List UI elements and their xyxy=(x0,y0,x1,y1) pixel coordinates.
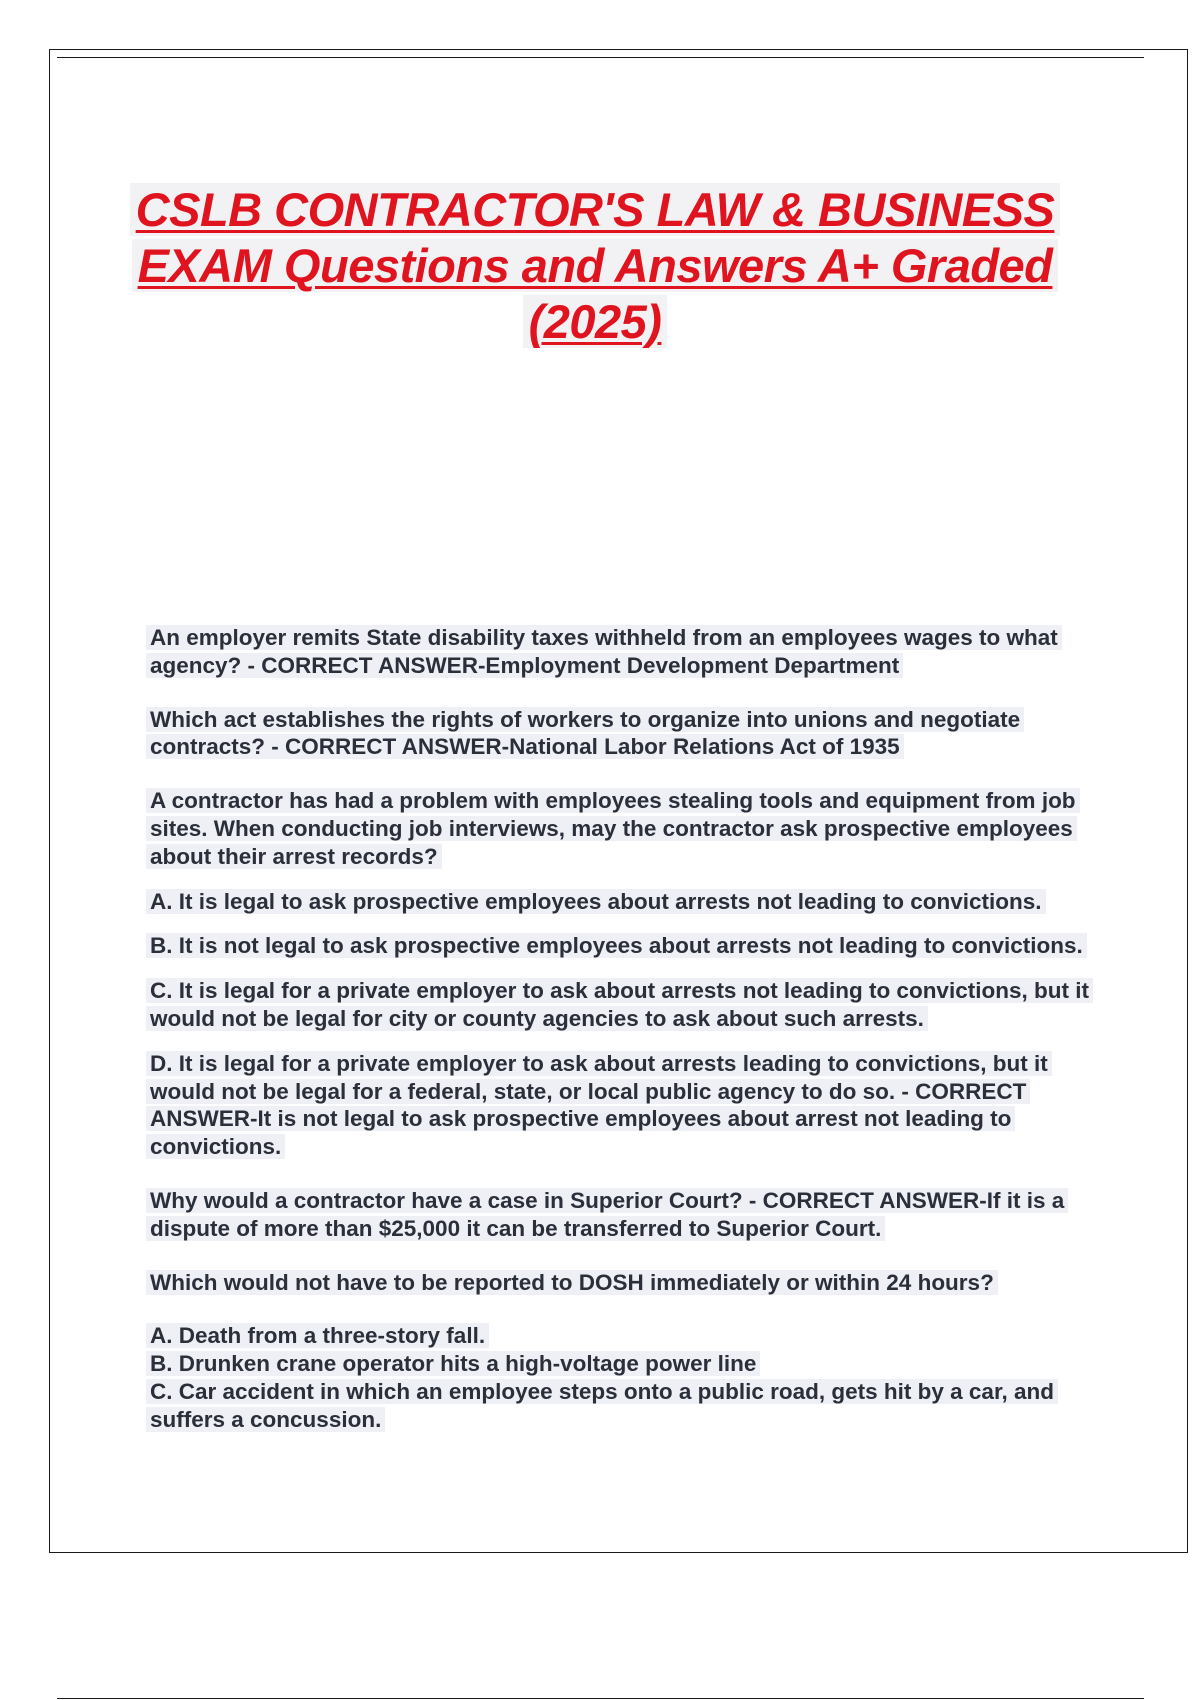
document-body xyxy=(146,624,1096,1434)
paragraph-q3-option-d: D. It is legal for a private employer to ask about arrests leading to convictions, but it would not be legal for a federal, state, or local public agency to do so. - CORRECT ANSWER-It is not legal to ask prospective employees about arrest not leading to convictions. xyxy=(146,1050,1096,1161)
paragraph-q5-option-c: C. Car accident in which an employee steps onto a public road, gets hit by a car, and suffers a concussion. xyxy=(146,1378,1096,1434)
document-title-text: CSLB CONTRACTOR'S LAW & BUSINESS EXAM Questions and Answers A+ Graded (2025) xyxy=(130,183,1061,348)
paragraph-q3-option-a: A. It is legal to ask prospective employees about arrests not leading to convictions. xyxy=(146,888,1096,916)
paragraph-q5-option-b: B. Drunken crane operator hits a high-voltage power line xyxy=(146,1350,1096,1378)
paragraph-q4: Why would a contractor have a case in Superior Court? - CORRECT ANSWER-If it is a dispute of more than $25,000 it can be transferred to Superior Court. xyxy=(146,1187,1096,1243)
paragraph-q5: Which would not have to be reported to DOSH immediately or within 24 hours? xyxy=(146,1269,1096,1297)
paragraph-q1: An employer remits State disability taxes withheld from an employees wages to what agency? - CORRECT ANSWER-Employment Development Department xyxy=(146,624,1096,680)
document-title xyxy=(120,182,1070,350)
top-rule xyxy=(57,57,1144,58)
paragraph-q2: Which act establishes the rights of workers to organize into unions and negotiate contracts? - CORRECT ANSWER-National Labor Relations Act of 1935 xyxy=(146,706,1096,762)
paragraph-q3: A contractor has had a problem with employees stealing tools and equipment from job sites. When conducting job interviews, may the contractor ask prospective employees about their arrest records? xyxy=(146,787,1096,870)
bottom-rule xyxy=(57,1698,1144,1699)
paragraph-q3-option-c: C. It is legal for a private employer to ask about arrests not leading to convictions, but it would not be legal for city or county agencies to ask about such arrests. xyxy=(146,977,1096,1033)
paragraph-q5-option-a: A. Death from a three-story fall. xyxy=(146,1322,1096,1350)
paragraph-q3-option-b: B. It is not legal to ask prospective employees about arrests not leading to convictions. xyxy=(146,932,1096,960)
